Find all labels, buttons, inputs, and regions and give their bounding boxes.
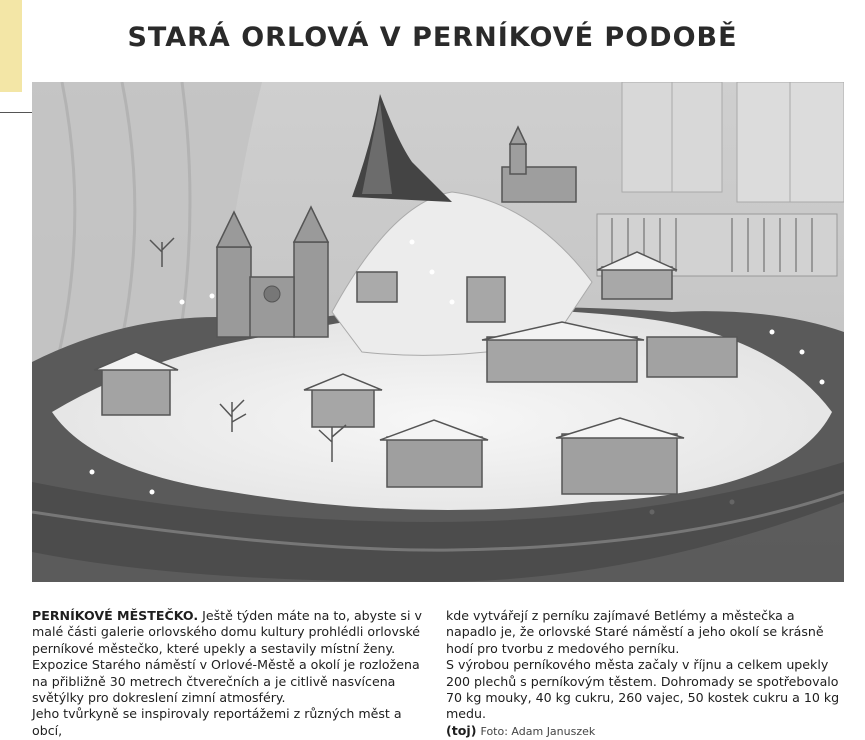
byline-line	[446, 723, 848, 740]
author-tag: (toj)	[446, 722, 477, 738]
paragraph-intro	[32, 608, 432, 706]
gingerbread-town-photo-illustration	[32, 82, 844, 582]
paragraph-continued: kde vytvářejí z perníku zajímavé Betlémy a městečka a napadlo je, že orlovské Staré náměstí a jeho okolí se krásně hodí pro tvorbu z medového perníku.	[446, 608, 824, 656]
headline: STARÁ ORLOVÁ V PERNÍKOVÉ PODOBĚ	[127, 22, 738, 53]
kicker: PERNÍKOVÉ MĚSTEČKO.	[32, 608, 199, 623]
intro-text: Ještě týden máte na to, abyste si v malé části galerie orlovského domu kultury prohlédli orlovské perníkové městečko, které upekly a sestavily místní ženy. Expozice Starého náměstí v Orlové-Městě a okolí je rozložena na přibližně 30 metrech čtverečních a je citlivě nasvícena světýlky pro dokreslení zimní atmosféry.	[32, 608, 422, 706]
article-photo	[32, 82, 844, 582]
photo-credit: Foto: Adam Januszek	[480, 724, 596, 738]
paragraph-ingredients: S výrobou perníkového města začaly v říjnu a celkem upekly 200 plechů s perníkovým těstem. Dohromady se spotřebovalo 70 kg mouky, 40 kg cukru, 260 vajec, 50 kostek cukru a 10 kg medu.	[446, 657, 840, 722]
paragraph-continuation: Jeho tvůrkyně se inspirovaly reportážemi z různých měst a obcí,	[32, 706, 402, 738]
article-column-right	[446, 608, 848, 740]
